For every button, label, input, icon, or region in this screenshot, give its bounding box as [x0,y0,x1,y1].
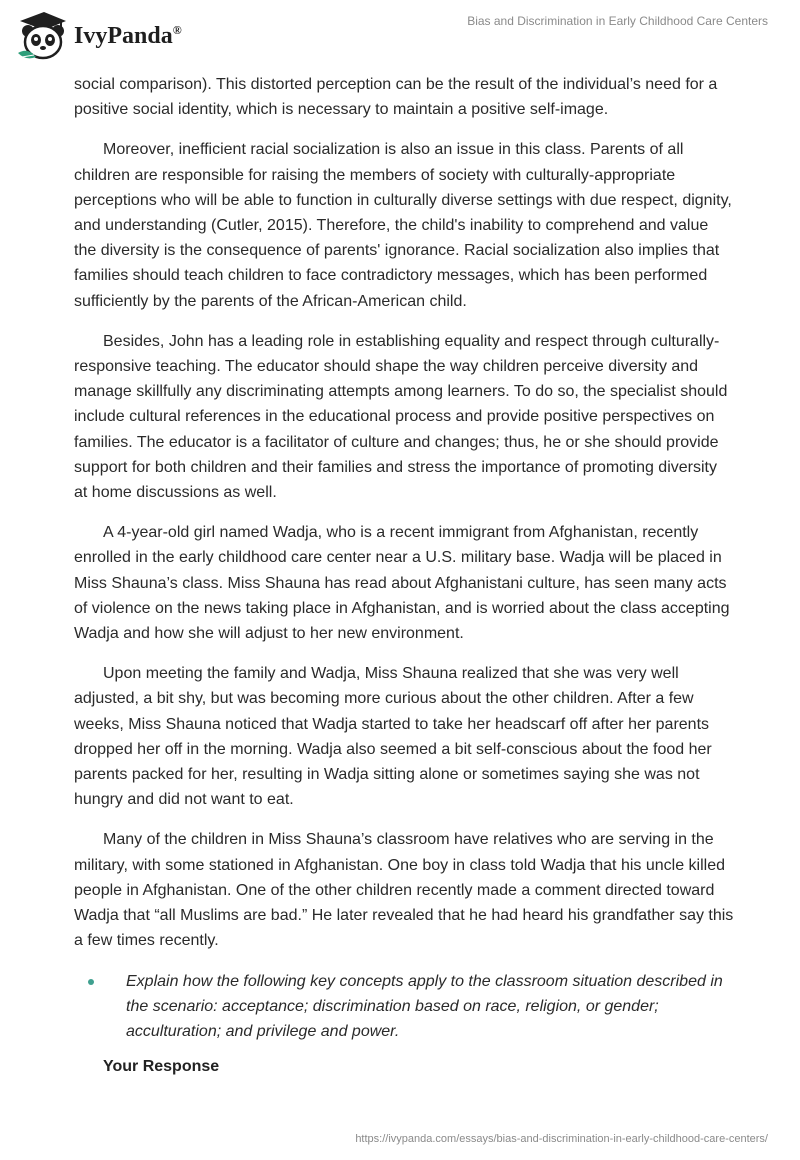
brand-name: IvyPanda® [74,22,182,49]
page-header [0,0,800,72]
bullet-dot-icon [88,979,94,985]
paragraph: social comparison). This distorted perception can be the result of the individual’s need for a positive social identity, which is necessary to maintain a positive self-image. [74,76,718,119]
paragraph: Many of the children in Miss Shauna’s classroom have relatives who are serving in the military, with some stationed in Afghanistan. One boy in class told Wadja that his uncle killed people in Afghanistan. One of the other children recently made a comment directed toward Wadja that “all Muslims are bad.” He later revealed that he had heard his grandfather say this a few times recently. [74,831,734,950]
paragraph: Moreover, inefficient racial socialization is also an issue in this class. Parents of all children are responsible for raising the members of society with culturally-appropriate perceptions who will be able to function in culturally diverse settings with due respect, dignity, and understanding (Cutler, 2015). Therefore, the child's inability to comprehend and value the diversity is the consequence of parents' ignorance. Racial socialization also implies that families should teach children to face contradictory messages, which has been performed sufficiently by the parents of the African-American child. [74,141,732,310]
response-heading: Your Response [103,1058,220,1076]
panda-logo-icon [14,7,70,63]
paragraph: Besides, John has a leading role in establishing equality and respect through culturally-responsive teaching. The educator should shape the way children perceive diversity and manage skillfully any discriminating attempts among learners. To do so, the specialist should include cultural references in the educational process and provide positive perspectives on families. The educator is a facilitator of culture and changes; thus, he or she should provide support for both children and their families and stress the importance of promoting diversity at home discussions as well. [74,332,728,502]
task-bullet [74,969,734,1045]
article-body [74,72,734,1076]
source-url[interactable]: https://ivypanda.com/essays/bias-and-discrimination-in-early-childhood-care-centers/ [355,1133,768,1145]
paragraph: Upon meeting the family and Wadja, Miss Shauna realized that she was very well adjusted, a bit shy, but was becoming more curious about the other children. After a few weeks, Miss Shauna noticed that Wadja started to take her headscarf off after her parents dropped her off in the morning. Wadja also seemed a bit self-conscious about the food her parents packed for her, resulting in Wadja sitting alone or sometimes saying she was not hungry and did not want to eat. [74,665,712,809]
paragraph: A 4-year-old girl named Wadja, who is a recent immigrant from Afghanistan, recently enrolled in the early childhood care center near a U.S. military base. Wadja will be placed in Miss Shauna’s class. Miss Shauna has read about Afghanistani culture, has seen many acts of violence on the news taking place in Afghanistan, and is worried about the class accepting Wadja and how she will adjust to her new environment. [74,524,730,643]
document-title: Bias and Discrimination in Early Childhood Care Centers [467,14,768,28]
task-prompt: Explain how the following key concepts apply to the classroom situation described in the scenario: acceptance; discrimination based on race, religion, or gender; acculturation; and privilege and power. [126,972,723,1040]
brand-logo[interactable] [14,7,182,63]
